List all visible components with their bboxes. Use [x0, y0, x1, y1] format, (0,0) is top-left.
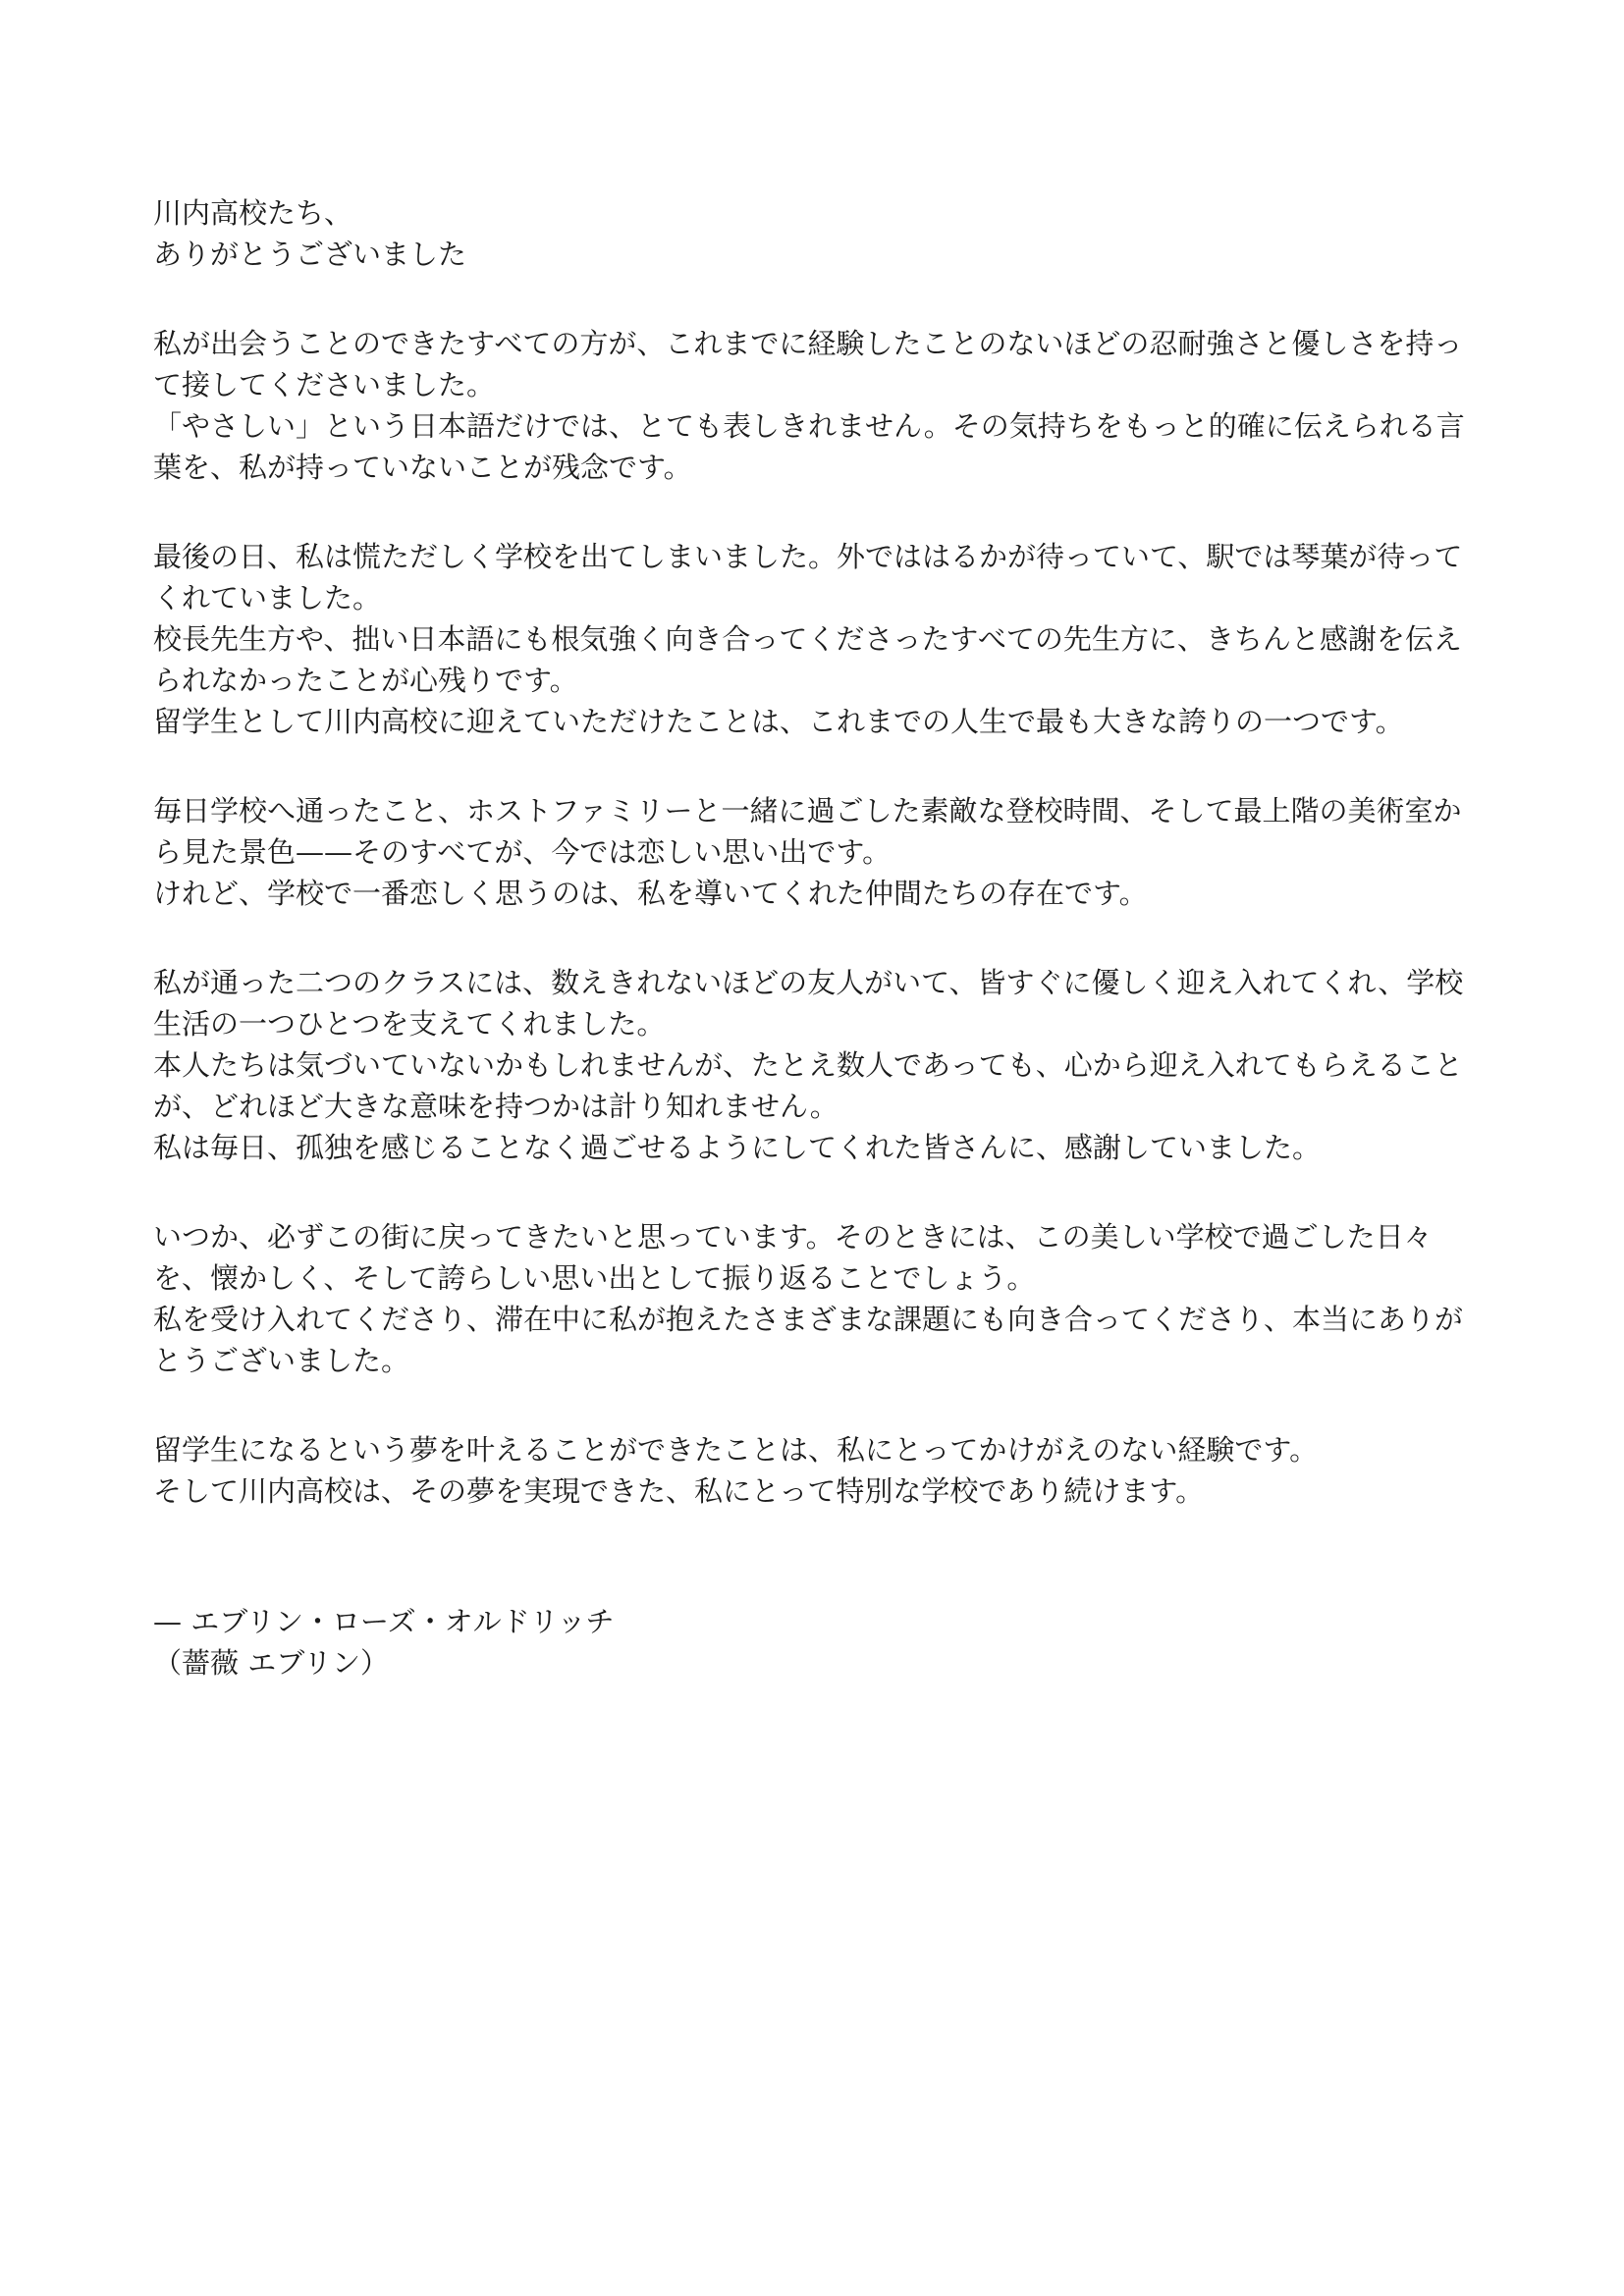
letter-line: そして川内高校は、その夢を実現できた、私にとって特別な学校であり続けます。 — [153, 1474, 1205, 1508]
letter-line: 校長先生方や、拙い日本語にも根気強く向き合ってくださったすべての先生方に、きちんと感謝を伝えられなかったことが心残りです。 — [153, 622, 1462, 697]
letter-line: けれど、学校で一番恋しく思うのは、私を導いてくれた仲間たちの存在です。 — [153, 877, 1148, 910]
salutation — [153, 192, 1471, 275]
letter-line: 留学生になるという夢を叶えることができたことは、私にとってかけがえのない経験です。 — [153, 1433, 1319, 1467]
letter-line: 毎日学校へ通ったこと、ホストファミリーと一緒に過ごした素敵な登校時間、そして最上階の美術室から見た景色——そのすべてが、今では恋しい思い出です。 — [153, 794, 1462, 869]
paragraph-return — [153, 1216, 1471, 1381]
letter-body — [153, 192, 1471, 1732]
paragraph-dream — [153, 1429, 1471, 1512]
paragraph-memories — [153, 790, 1471, 914]
signature-name: — エブリン・ローズ・オルドリッチ — [153, 1605, 615, 1638]
letter-line: 私が通った二つのクラスには、数えきれないほどの友人がいて、皆すぐに優しく迎え入れてくれ、学校生活の一つひとつを支えてくれました。 — [153, 966, 1464, 1041]
salutation-line: 川内高校たち、 — [153, 196, 353, 230]
paragraph-last-day — [153, 536, 1471, 742]
letter-line: いつか、必ずこの街に戻ってきたいと思っています。そのときには、この美しい学校で過ごした日々を、懐かしく、そして誇らしい思い出として振り返ることでしょう。 — [153, 1220, 1433, 1295]
salutation-line: ありがとうございました — [153, 238, 467, 271]
letter-line: 留学生として川内高校に迎えていただけたことは、これまでの人生で最も大きな誇りの一つです。 — [153, 705, 1404, 738]
letter-line: 「やさしい」という日本語だけでは、とても表しきれません。その気持ちをもっと的確に伝えられる言葉を、私が持っていないことが残念です。 — [153, 409, 1465, 484]
letter-line: 最後の日、私は慌ただしく学校を出てしまいました。外でははるかが待っていて、駅では琴葉が待ってくれていました。 — [153, 540, 1463, 614]
letter-line: 私が出会うことのできたすべての方が、これまでに経験したことのないほどの忍耐強さと優しさを持って接してくださいました。 — [153, 327, 1463, 401]
letter-line: 私を受け入れてくださり、滞在中に私が抱えたさまざまな課題にも向き合ってくださり、本当にありがとうございました。 — [153, 1303, 1464, 1377]
letter-line: 本人たちは気づいていないかもしれませんが、たとえ数人であっても、心から迎え入れてもらえることが、どれほど大きな意味を持つかは計り知れません。 — [153, 1048, 1463, 1123]
paragraph-kindness — [153, 323, 1471, 488]
letter-line: 私は毎日、孤独を感じることなく過ごせるようにしてくれた皆さんに、感謝していました。 — [153, 1131, 1322, 1164]
signature — [153, 1601, 1471, 1683]
signature-name-japanese: （薔薇 エブリン） — [153, 1646, 390, 1680]
paragraph-classmates — [153, 962, 1471, 1168]
